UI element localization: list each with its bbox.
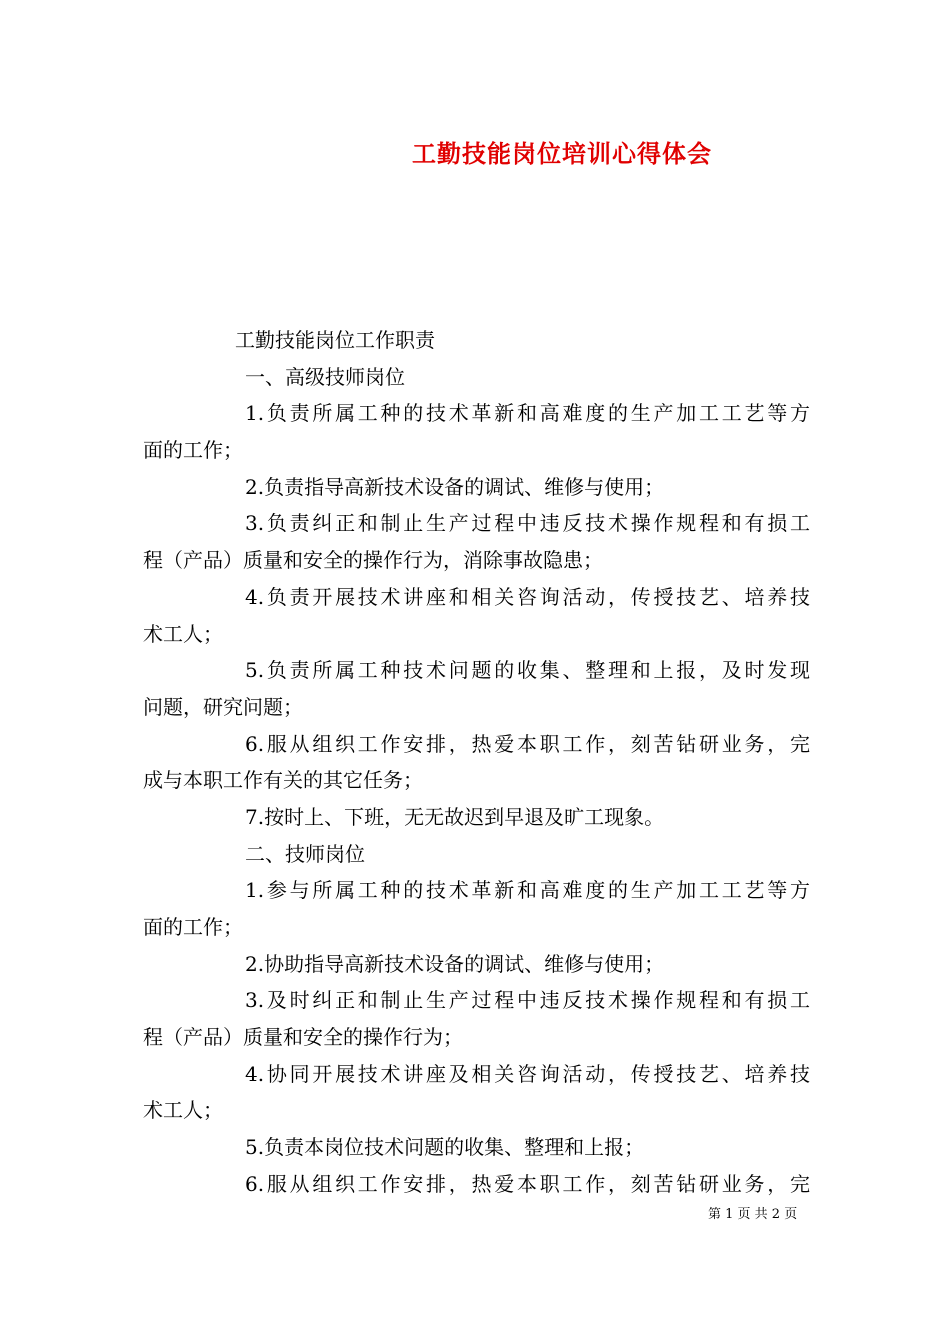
text-line: 5.负责所属工种技术问题的收集、整理和上报，及时发现 <box>245 658 810 683</box>
text-line: 4.负责开展技术讲座和相关咨询活动，传授技艺、培养技 <box>245 584 810 609</box>
text-line: 面的工作； <box>143 915 243 939</box>
text-line: 2.协助指导高新技术设备的调试、维修与使用； <box>245 951 665 976</box>
text-line: 程（产品）质量和安全的操作行为； <box>143 1025 463 1050</box>
document-title: 工勤技能岗位培训心得体会 <box>412 139 712 168</box>
text-line: 3.及时纠正和制止生产过程中违反技术操作规程和有损工 <box>245 988 810 1013</box>
text-line: 一、高级技师岗位 <box>245 364 405 389</box>
text-line: 术工人； <box>143 1098 223 1123</box>
text-line: 面的工作； <box>143 438 243 463</box>
text-line: 3.负责纠正和制止生产过程中违反技术操作规程和有损工 <box>245 511 810 536</box>
text-line: 1.负责所属工种的技术革新和高难度的生产加工工艺等方 <box>245 401 810 426</box>
text-line: 6.服从组织工作安排，热爱本职工作，刻苦钻研业务，完 <box>245 731 810 756</box>
text-line: 1.参与所属工种的技术革新和高难度的生产加工工艺等方 <box>245 878 810 903</box>
text-line: 7.按时上、下班，无无故迟到早退及旷工现象。 <box>245 804 665 829</box>
text-line: 成与本职工作有关的其它任务； <box>143 768 423 793</box>
text-line: 5.负责本岗位技术问题的收集、整理和上报； <box>245 1135 645 1160</box>
text-line: 程（产品）质量和安全的操作行为，消除事故隐患； <box>143 548 603 573</box>
text-line: 问题，研究问题； <box>143 694 303 719</box>
text-line: 6.服从组织工作安排，热爱本职工作，刻苦钻研业务，完 <box>245 1171 810 1196</box>
document-body <box>143 322 810 1203</box>
text-line: 4.协同开展技术讲座及相关咨询活动，传授技艺、培养技 <box>245 1061 810 1086</box>
text-line: 2.负责指导高新技术设备的调试、维修与使用； <box>245 474 665 499</box>
text-line: 工勤技能岗位工作职责 <box>235 328 435 352</box>
page-footer: 第 1 页 共 2 页 <box>708 1207 798 1222</box>
text-line: 术工人； <box>143 621 223 646</box>
text-line: 二、技师岗位 <box>245 841 365 866</box>
